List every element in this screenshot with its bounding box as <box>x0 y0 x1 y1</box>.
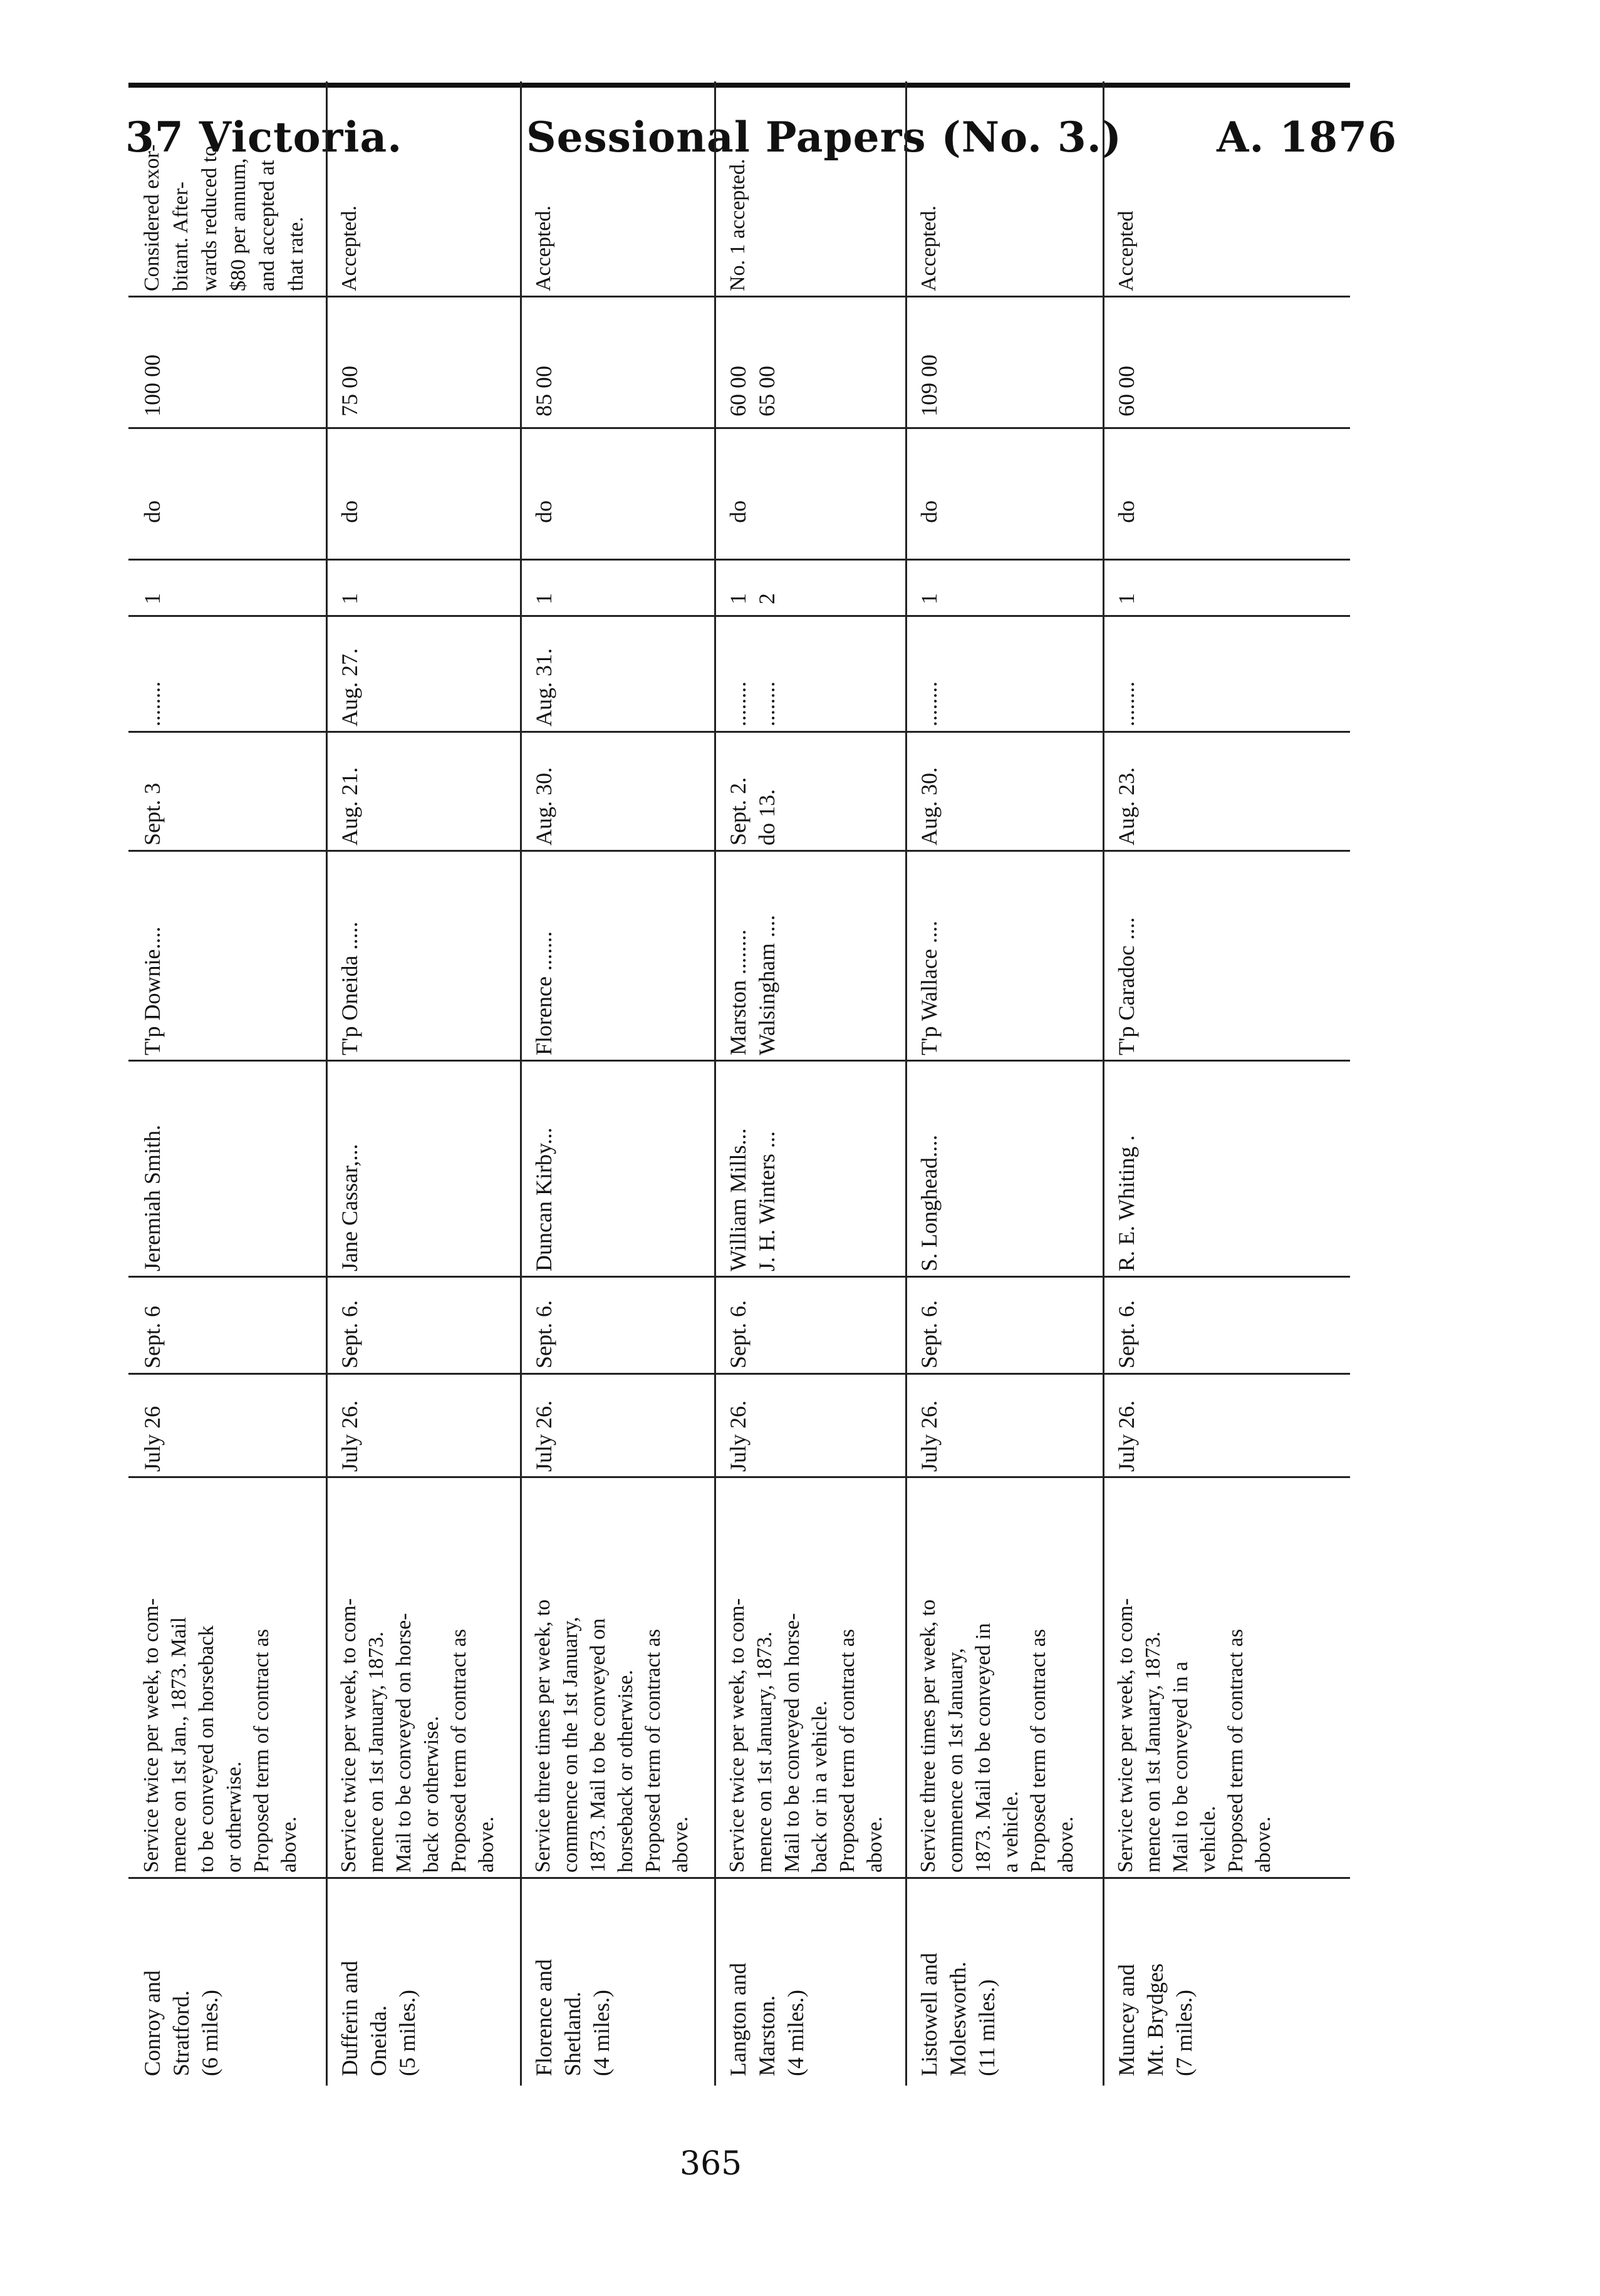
cell-line: to be conveyed on horseback <box>195 1625 218 1873</box>
cell-line: ........ <box>725 681 751 727</box>
header-title: Sessional Papers (No. 3.) <box>526 113 1123 162</box>
row-rule <box>905 81 907 2086</box>
reply-date <box>529 648 558 727</box>
remarks <box>138 145 311 291</box>
cell-line: 65 00 <box>754 366 779 416</box>
cell-line: (4 miles.) <box>783 1990 808 2076</box>
cell-line: Sept. 2. <box>725 777 751 845</box>
cell-line: Proposed term of contract as <box>1027 1629 1050 1873</box>
tenderer-name <box>915 1135 943 1271</box>
cell-line: Mt. Brydges <box>1143 1963 1168 2076</box>
cell-line: Dufferin and <box>337 1960 362 2076</box>
annual-amount <box>529 366 558 416</box>
cell-line: Service three times per week, to <box>917 1599 940 1873</box>
annual-amount <box>1112 366 1141 416</box>
advertised-date: July 26. <box>1114 1400 1139 1472</box>
cell-line: Duncan Kirby... <box>531 1127 556 1271</box>
route-cell <box>138 1970 224 2076</box>
cell-line: above. <box>1054 1816 1078 1873</box>
cell-line: Langton and <box>725 1963 751 2076</box>
remarks <box>915 205 943 291</box>
route-cell <box>724 1963 810 2076</box>
cell-line: (4 miles.) <box>589 1990 614 2076</box>
cell-line: 1 <box>1114 593 1139 604</box>
tenderer-residence <box>1112 918 1141 1055</box>
cell-line: 109 00 <box>917 354 942 416</box>
cell-line: or otherwise. <box>222 1761 246 1873</box>
row-rule <box>520 81 522 2086</box>
cell-line: William Mills... <box>725 1128 751 1271</box>
cell-line: horseback or otherwise. <box>614 1670 637 1873</box>
cell-line: Stratford. <box>169 1990 194 2076</box>
column-rule <box>128 559 1350 561</box>
column-rule <box>128 1276 1350 1278</box>
cell-line: T'p Downie.... <box>140 926 165 1055</box>
cell-line: mence on 1st January, 1873. <box>753 1632 776 1873</box>
contract-term: do <box>140 500 165 523</box>
column-rule <box>128 1476 1350 1478</box>
tenderer-residence <box>915 921 943 1055</box>
tender-number <box>335 593 364 604</box>
reply-date <box>915 681 943 727</box>
service-description <box>529 1491 695 1873</box>
contract-term: do <box>725 500 751 523</box>
tenderer-residence <box>724 915 781 1055</box>
cell-line: a vehicle. <box>999 1791 1022 1873</box>
tender-date <box>915 767 943 845</box>
cell-line: Mail to be conveyed on horse- <box>781 1613 804 1873</box>
cell-line: Listowell and <box>917 1953 942 2076</box>
cell-line: Aug. 23. <box>1114 767 1139 845</box>
cell-line: vehicle. <box>1197 1806 1220 1873</box>
cell-line: Shetland. <box>560 1992 585 2076</box>
annual-amount <box>915 354 943 416</box>
cell-line: back or in a vehicle. <box>808 1700 831 1873</box>
annual-amount <box>138 354 167 416</box>
cell-line: Aug. 30. <box>531 767 556 845</box>
cell-line: Service twice per week, to com- <box>725 1598 749 1873</box>
cell-line: 75 00 <box>337 366 362 416</box>
cell-line: Mail to be conveyed on horse- <box>392 1613 415 1873</box>
route-cell <box>915 1953 1001 2076</box>
cell-line: Service three times per week, to <box>531 1599 554 1873</box>
cell-line: T'p Oneida ..... <box>337 921 362 1055</box>
tender-date <box>529 767 558 845</box>
tender-date <box>724 777 781 845</box>
tenders-due-date: Sept. 6. <box>337 1300 362 1368</box>
tender-number <box>1112 593 1141 604</box>
cell-line: 60 00 <box>725 366 751 416</box>
cell-line: Accepted. <box>338 205 361 291</box>
cell-line: $80 per annum, <box>227 158 250 291</box>
column-rule <box>128 615 1350 617</box>
header-session: 37 Victoria. <box>125 113 403 162</box>
remarks <box>724 159 752 291</box>
tenders-due-date: Sept. 6. <box>725 1300 751 1368</box>
row-rule <box>714 81 716 2086</box>
reply-date <box>1112 681 1141 727</box>
cell-line: above. <box>475 1816 498 1873</box>
service-description <box>915 1491 1080 1873</box>
advertised-date: July 26. <box>917 1400 942 1472</box>
cell-line: ........ <box>754 681 779 727</box>
cell-line: Florence ....... <box>531 931 556 1055</box>
column-rule <box>128 850 1350 852</box>
cell-line: Proposed term of contract as <box>250 1629 273 1873</box>
service-description <box>138 1491 303 1873</box>
cell-line: mence on 1st January, 1873. <box>1141 1632 1165 1873</box>
remarks <box>529 205 558 291</box>
contract-term: do <box>1114 500 1139 523</box>
cell-line: Aug. 31. <box>531 648 556 727</box>
cell-line: mence on 1st January, 1873. <box>365 1632 388 1873</box>
tenders-due-date: Sept. 6. <box>1114 1300 1139 1368</box>
column-rule <box>128 731 1350 733</box>
tenders-due-date: Sept. 6. <box>917 1300 942 1368</box>
cell-line: 2 <box>754 593 779 604</box>
tenderer-name <box>335 1144 364 1271</box>
route-cell <box>529 1959 616 2076</box>
route-cell <box>1112 1963 1198 2076</box>
cell-line: 100 00 <box>140 354 165 416</box>
cell-line: ........ <box>140 681 165 727</box>
cell-line: bitant. After- <box>169 182 192 291</box>
column-rule <box>128 1060 1350 1062</box>
contract-term: do <box>531 500 556 523</box>
reply-date <box>724 681 781 727</box>
cell-line: Proposed term of contract as <box>1224 1629 1247 1873</box>
cell-line: above. <box>863 1816 886 1873</box>
route-cell <box>335 1961 422 2076</box>
cell-line: 1 <box>140 593 165 604</box>
cell-line: above. <box>669 1816 692 1873</box>
cell-line: (7 miles.) <box>1171 1990 1197 2076</box>
tenderer-residence <box>335 922 364 1055</box>
cell-line: do 13. <box>754 789 779 845</box>
tenderer-residence <box>529 931 558 1055</box>
cell-line: T'p Wallace .... <box>917 921 942 1055</box>
cell-line: Oneida. <box>366 2005 391 2076</box>
cell-line: that rate. <box>284 217 308 291</box>
cell-line: ........ <box>1114 681 1139 727</box>
tenderer-name <box>1112 1135 1141 1271</box>
cell-line: commence on 1st January, <box>944 1648 967 1873</box>
table-top-rule <box>128 83 1350 88</box>
cell-line: 1 <box>531 593 556 604</box>
cell-line: Accepted <box>1114 210 1138 291</box>
cell-line: Proposed term of contract as <box>447 1629 470 1873</box>
tenderer-name <box>138 1125 167 1271</box>
advertised-date: July 26. <box>337 1400 362 1472</box>
cell-line: No. 1 accepted. <box>726 158 749 291</box>
tender-number <box>529 593 558 604</box>
cell-line: Conroy and <box>140 1970 165 2076</box>
cell-line: Considered exor- <box>140 144 164 291</box>
cell-line: Jeremiah Smith. <box>140 1125 165 1271</box>
column-rule <box>128 427 1350 429</box>
cell-line: T'p Caradoc .... <box>1114 917 1139 1055</box>
cell-line: 1 <box>725 593 751 604</box>
column-rule <box>128 1877 1350 1879</box>
cell-line: Florence and <box>531 1959 556 2076</box>
cell-line: 1 <box>917 593 942 604</box>
service-description <box>1112 1491 1277 1873</box>
service-description <box>335 1491 501 1873</box>
cell-line: Jane Cassar,... <box>337 1144 362 1271</box>
tender-number <box>138 593 167 604</box>
row-rule <box>326 81 328 2086</box>
tender-number <box>724 593 781 604</box>
cell-line: and accepted at <box>256 160 279 291</box>
advertised-date: July 26. <box>725 1400 751 1472</box>
annual-amount <box>335 366 364 416</box>
tenders-due-date: Sept. 6 <box>140 1305 165 1368</box>
tenders-due-date: Sept. 6. <box>531 1300 556 1368</box>
reply-date <box>335 648 364 727</box>
column-rule <box>128 296 1350 297</box>
cell-line: Marston. <box>754 1995 779 2076</box>
column-rule <box>128 1373 1350 1375</box>
cell-line: (5 miles.) <box>395 1990 420 2076</box>
reply-date <box>138 681 167 727</box>
annual-amount <box>724 366 781 416</box>
cell-line: Aug. 21. <box>337 767 362 845</box>
tenderer-name <box>529 1127 558 1271</box>
page-number: 365 <box>680 2145 742 2183</box>
cell-line: S. Longhead.... <box>917 1135 942 1271</box>
cell-line: back or otherwise. <box>420 1715 443 1873</box>
cell-line: commence on the 1st January, <box>559 1616 582 1873</box>
remarks <box>335 205 364 291</box>
cell-line: Service twice per week, to com- <box>1114 1598 1137 1873</box>
contract-term: do <box>917 500 942 523</box>
remarks <box>1112 211 1141 291</box>
cell-line: Accepted. <box>917 205 940 291</box>
cell-line: Aug. 27. <box>337 648 362 727</box>
cell-line: Service twice per week, to com- <box>140 1598 163 1873</box>
cell-line: wards reduced to <box>198 145 221 291</box>
cell-line: Walsingham .... <box>754 914 779 1055</box>
cell-line: (11 miles.) <box>974 1979 999 2076</box>
cell-line: (6 miles.) <box>197 1990 222 2076</box>
cell-line: J. H. Winters ... <box>754 1131 779 1271</box>
tenderer-name <box>724 1128 781 1271</box>
cell-line: R. E. Whiting . <box>1114 1135 1139 1271</box>
mail-contract-table <box>128 81 1350 2086</box>
contract-term: do <box>337 500 362 523</box>
cell-line: Proposed term of contract as <box>642 1629 665 1873</box>
cell-line: Sept. 3 <box>140 782 165 845</box>
cell-line: 1873. Mail to be conveyed in <box>972 1623 995 1873</box>
advertised-date: July 26. <box>531 1400 556 1472</box>
cell-line: Service twice per week, to com- <box>337 1598 360 1873</box>
cell-line: above. <box>278 1816 301 1873</box>
cell-line: above. <box>1252 1816 1275 1873</box>
cell-line: Muncey and <box>1114 1964 1139 2076</box>
cell-line: 1 <box>337 593 362 604</box>
cell-line: Marston ........ <box>725 929 751 1055</box>
tender-number <box>915 593 943 604</box>
row-rule <box>1103 81 1104 2086</box>
cell-line: 85 00 <box>531 366 556 416</box>
tender-date <box>335 767 364 845</box>
tender-date <box>1112 767 1141 845</box>
advertised-date: July 26 <box>140 1405 165 1472</box>
cell-line: Molesworth. <box>945 1962 970 2076</box>
tenderer-residence <box>138 927 167 1055</box>
cell-line: Aug. 30. <box>917 767 942 845</box>
cell-line: 60 00 <box>1114 366 1139 416</box>
cell-line: 1873. Mail to be conveyed on <box>586 1618 610 1873</box>
cell-line: Accepted. <box>532 205 555 291</box>
header-year: A. 1876 <box>1217 113 1397 162</box>
cell-line: Proposed term of contract as <box>836 1629 859 1873</box>
cell-line: Mail to be conveyed in a <box>1169 1661 1192 1873</box>
service-description <box>724 1491 889 1873</box>
cell-line: ........ <box>917 681 942 727</box>
tender-date <box>138 783 167 845</box>
cell-line: mence on 1st Jan., 1873. Mail <box>167 1617 190 1873</box>
